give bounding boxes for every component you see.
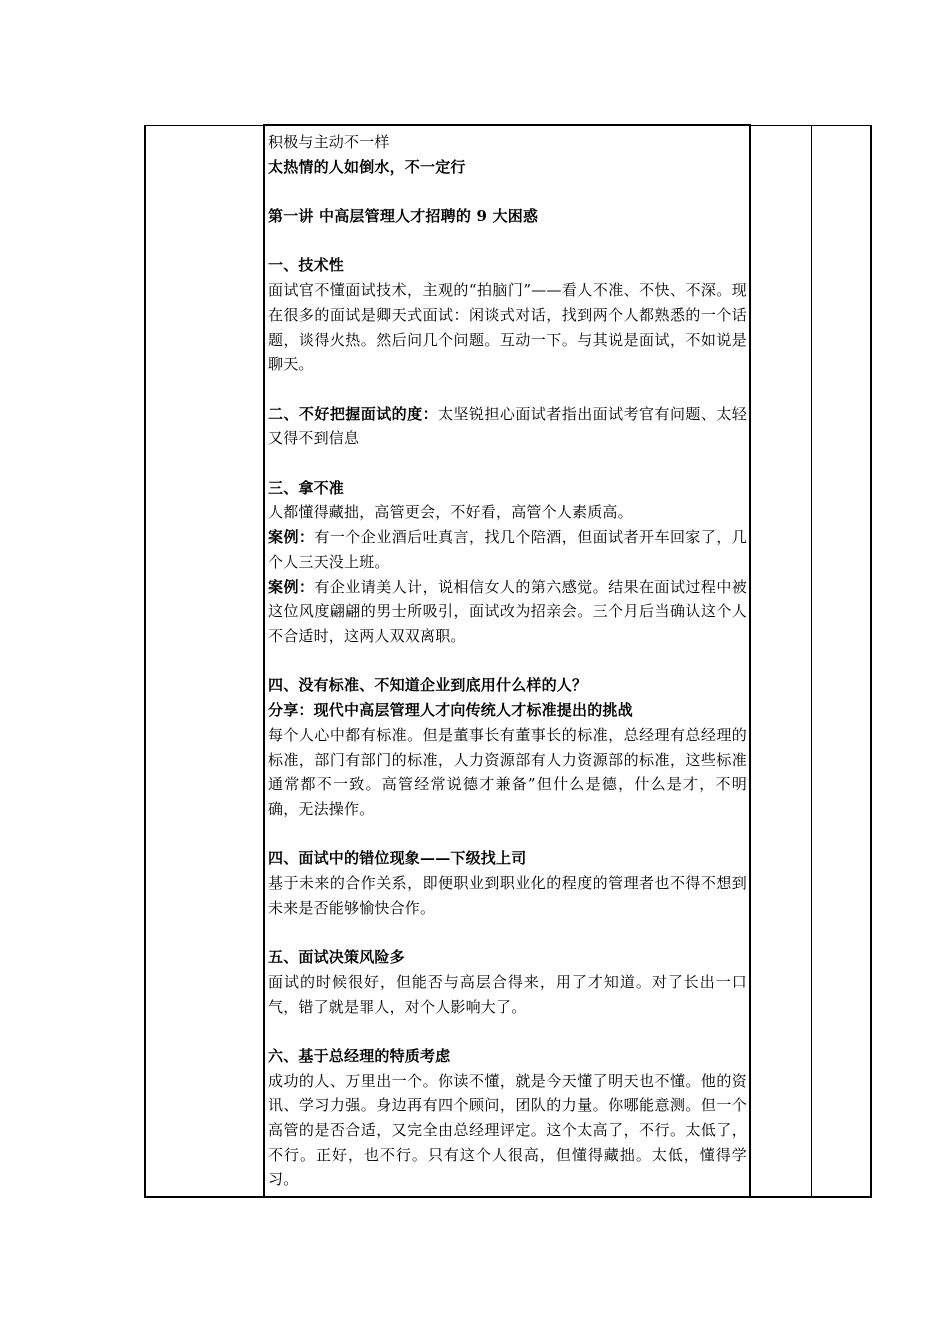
section-heading: 四、没有标准、不知道企业到底用什么样的人？ xyxy=(268,676,588,695)
case-label: 案例： xyxy=(268,577,315,596)
section-body: 成功的人、万里出一个。你读不懂，就是今天懂了明天也不懂。他的资讯、学习力强。身边再有四个顾问，团队的力量。你哪能意测。但一个高管的是否合适，又完全由总经理评定。这个太高了，不行。太低了，不行。正好，也不行。只有这个人很高，但懂得藏拙。太低，懂得学习。 xyxy=(268,1071,747,1189)
section-body: 基于未来的合作关系，即便职业到职业化的程度的管理者也不得不想到未来是否能够愉快合作。 xyxy=(268,874,747,917)
section-heading: 六、基于总经理的特质考虑 xyxy=(268,1046,451,1065)
section-heading: 三、拿不准 xyxy=(268,478,345,497)
document-table xyxy=(144,124,872,1198)
case-body: 有企业请美人计，说相信女人的第六感觉。结果在面试过程中被这位风度翩翩的男士所吸引，面试改为招亲会。三个月后当确认这个人不合适时，这两人双双离职。 xyxy=(268,577,747,645)
section-heading: 二、不好把握面试的度： xyxy=(268,404,439,423)
table-cell-right-2 xyxy=(812,125,872,1197)
table-cell-right-1 xyxy=(750,125,812,1197)
section-body: 人都懂得藏拙，高管更会，不好看，高管个人素质高。 xyxy=(268,503,633,522)
section-body: 每个人心中都有标准。但是董事长有董事长的标准，总经理有总经理的标准，部门有部门的标准，人力资源部有人力资源部的标准，这些标准通常都不一致。高管经常说德才兼备”但什么是德，什么是才，不明确，无法操作。 xyxy=(268,725,747,818)
share-line: 分享：现代中高层管理人才向传统人才标准提出的挑战 xyxy=(268,701,633,720)
case-paragraph xyxy=(268,575,747,649)
intro-bold-line: 太热情的人如倒水，不一定行 xyxy=(268,157,466,176)
section-paragraph xyxy=(268,402,747,451)
section-body: 面试官不懂面试技术，主观的“拍脑门”——看人不准、不快、不深。现在很多的面试是卿天式面试：闲谈式对话，找到两个人都熟悉的一个话题，谈得火热。然后问几个问题。互动一下。与其说是面试，不如说是聊天。 xyxy=(268,281,747,374)
intro-line: 积极与主动不一样 xyxy=(268,133,390,151)
section-body: 面试的时候很好，但能否与高层合得来，用了才知道。对了长出一口气，错了就是罪人，对个人影响大了。 xyxy=(268,972,747,1016)
content-body xyxy=(265,126,749,1192)
section-body: 太坚锐担心面试者指出面试考官有问题、太轻又得不到信息 xyxy=(268,404,747,448)
case-label: 案例： xyxy=(268,528,315,547)
case-paragraph xyxy=(268,525,747,574)
lecture-title: 第一讲 中高层管理人才招聘的 9 大困惑 xyxy=(268,207,539,226)
section-heading: 一、技术性 xyxy=(268,256,345,275)
table-row xyxy=(145,125,871,1197)
section-heading: 四、面试中的错位现象——下级找上司 xyxy=(268,849,527,868)
case-body: 有一个企业酒后吐真言，找几个陪酒，但面试者开车回家了，几个人三天没上班。 xyxy=(268,528,747,571)
table-cell-left xyxy=(145,125,264,1197)
table-cell-content xyxy=(264,125,750,1197)
section-heading: 五、面试决策风险多 xyxy=(268,948,405,967)
